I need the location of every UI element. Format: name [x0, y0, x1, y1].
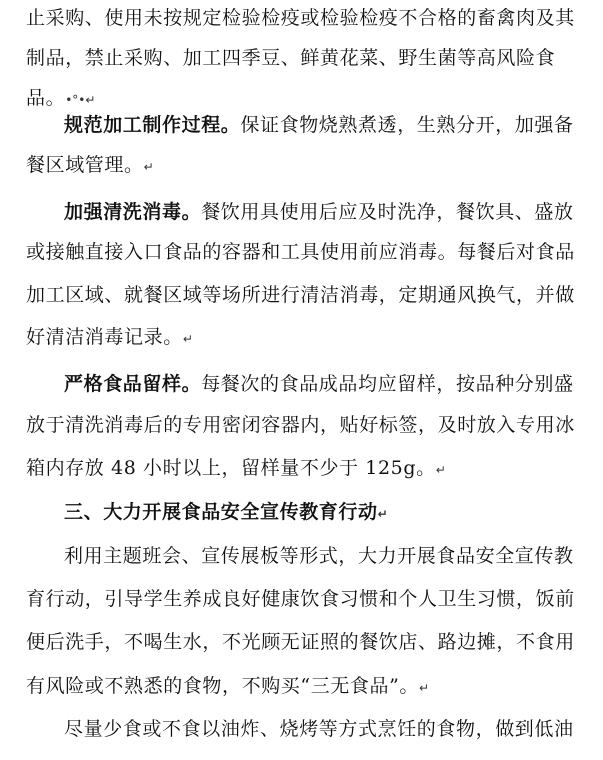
paragraph-mark: ↵ [419, 681, 430, 695]
paragraph-mark: •°•↵ [65, 93, 96, 107]
paragraph-mark: ↵ [182, 332, 193, 346]
paragraph-line: 箱内存放 48 小时以上，留样量不少于 125g。↵ [26, 457, 446, 479]
paragraph-line: 餐区域管理。↵ [26, 154, 154, 176]
paragraph-line: 好清洁消毒记录。↵ [26, 326, 193, 348]
paragraph-line: 加强清洗消毒。餐饮用具使用后应及时洗净，餐饮具、盛放 [64, 201, 574, 223]
paragraph-line: 制品，禁止采购、加工四季豆、鲜黄花菜、野生菌等高风险食 [26, 47, 556, 69]
paragraph-line: 止采购、使用未按规定检验检疫或检验检疫不合格的畜禽肉及其 [26, 7, 575, 29]
paragraph-line: 尽量少食或不食以油炸、烧烤等方式烹饪的食物，做到低油 [64, 718, 574, 740]
section-title: 三、大力开展食品安全宣传教育行动↵ [64, 501, 388, 523]
paragraph-line: 加工区域、就餐区域等场所进行清洁消毒，定期通风换气，并做 [26, 284, 575, 306]
paragraph-heading: 规范加工制作过程。 [64, 114, 241, 136]
paragraph-line: 利用主题班会、宣传展板等形式，大力开展食品安全宣传教 [64, 545, 574, 567]
paragraph-heading: 严格食品留样。 [64, 373, 202, 395]
paragraph-line: 或接触直接入口食品的容器和工具使用前应消毒。每餐后对食品 [26, 241, 575, 263]
paragraph-heading: 加强清洗消毒。 [64, 201, 202, 223]
paragraph-line: 规范加工制作过程。保证食物烧熟煮透，生熟分开，加强备 [64, 114, 574, 136]
paragraph-line: 严格食品留样。每餐次的食品成品均应留样，按品种分别盛 [64, 373, 574, 395]
paragraph-line: 放于清洗消毒后的专用密闭容器内，贴好标签，及时放入专用冰 [26, 414, 575, 436]
paragraph-line: 育行动，引导学生养成良好健康饮食习惯和个人卫生习惯，饭前 [26, 588, 575, 610]
paragraph-mark: ↵ [143, 160, 154, 174]
paragraph-line: 有风险或不熟悉的食物，不购买“三无食品”。↵ [26, 675, 430, 697]
paragraph-mark: ↵ [377, 507, 388, 521]
paragraph-line: 品。•°•↵ [26, 87, 96, 109]
paragraph-line: 便后洗手，不喝生水，不光顾无证照的餐饮店、路边摊，不食用 [26, 631, 575, 653]
paragraph-mark: ↵ [435, 463, 446, 477]
